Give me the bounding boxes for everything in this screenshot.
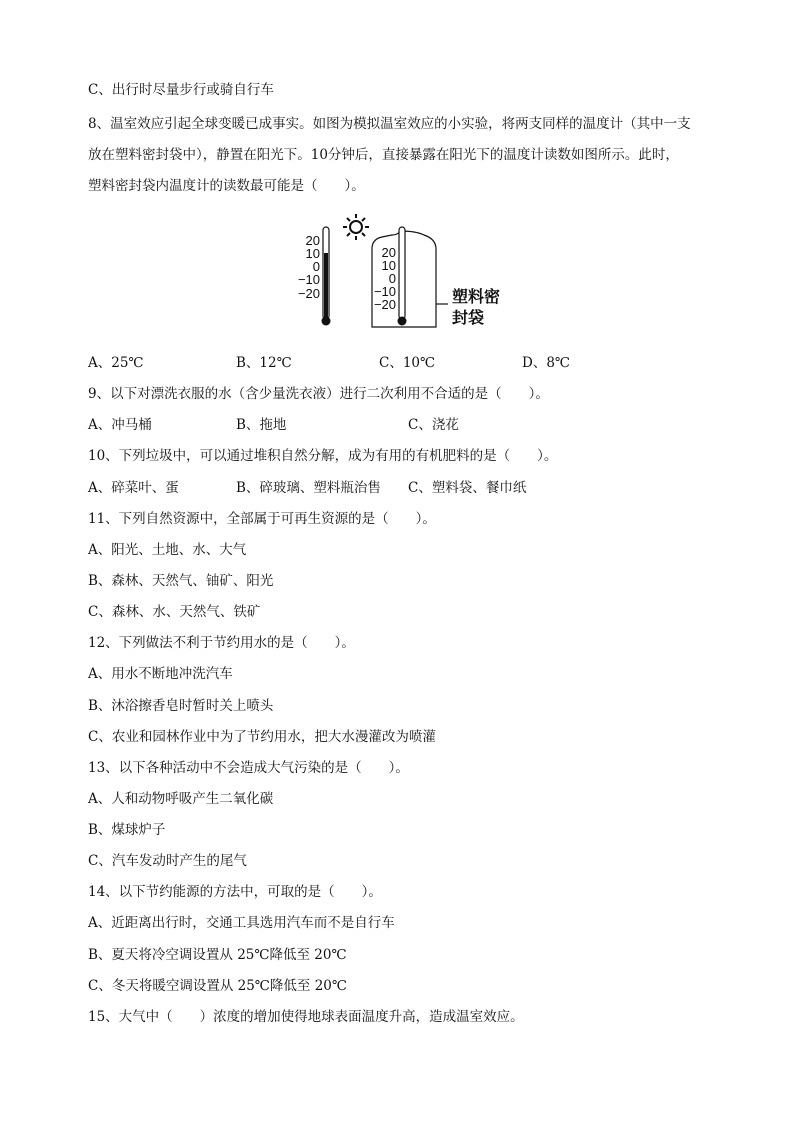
bag-label: 塑料密 bbox=[452, 289, 501, 306]
q9-option-c: C、浇花 bbox=[408, 417, 459, 433]
q11-option-a: A、阳光、土地、水、大气 bbox=[88, 542, 247, 558]
right-scale-label: −20 bbox=[373, 297, 396, 312]
q11-option-b: B、森林、天然气、铀矿、阳光 bbox=[88, 573, 274, 589]
q11-stem: 11、下列自然资源中，全部属于可再生资源的是（ ）。 bbox=[88, 511, 436, 527]
q8-stem-line1: 8、温室效应引起全球变暖已成事实。如图为模拟温室效应的小实验，将两支同样的温度计（其中一支 bbox=[88, 116, 691, 132]
right-scale-label: 10 bbox=[381, 258, 396, 273]
q13-stem: 13、以下各种活动中不会造成大气污染的是（ ）。 bbox=[88, 760, 409, 776]
q12-option-c: C、农业和园林作业中为了节约用水，把大水漫灌改为喷灌 bbox=[88, 729, 436, 745]
q8-stem-line2: 放在塑料密封袋中），静置在阳光下。10分钟后，直接暴露在阳光下的温度计读数如图所示。此时， bbox=[88, 147, 679, 163]
q12-option-b: B、沐浴擦香皂时暂时关上喷头 bbox=[88, 698, 274, 714]
q8-option-d: D、8℃ bbox=[522, 355, 571, 371]
q8-stem-line3: 塑料密封袋内温度计的读数最可能是（ ）。 bbox=[88, 178, 365, 194]
q13-option-c: C、汽车发动时产生的尾气 bbox=[88, 853, 247, 869]
right-scale-label: −10 bbox=[373, 284, 396, 299]
q11-option-c: C、森林、水、天然气、铁矿 bbox=[88, 604, 261, 620]
q13-option-b: B、煤球炉子 bbox=[88, 822, 166, 838]
q14-option-a: A、近距离出行时，交通工具选用汽车而不是自行车 bbox=[88, 915, 395, 931]
right-thermometer bbox=[398, 227, 407, 326]
q9-option-a: A、冲马桶 bbox=[88, 417, 152, 433]
left-scale-label: −20 bbox=[297, 286, 320, 301]
q12-option-a: A、用水不断地冲洗汽车 bbox=[88, 666, 233, 682]
q10-option-c: C、塑料袋、餐巾纸 bbox=[408, 480, 527, 496]
q8-option-b: B、12℃ bbox=[236, 355, 292, 371]
q14-option-c: C、冬天将暖空调设置从 25℃降低至 20℃ bbox=[88, 978, 347, 994]
left-scale-label: −10 bbox=[297, 272, 320, 287]
q15-stem: 15、大气中（ ）浓度的增加使得地球表面温度升高，造成温室效应。 bbox=[88, 1009, 524, 1025]
q8-option-c: C、10℃ bbox=[379, 355, 436, 371]
bag-label: 封袋 bbox=[452, 310, 485, 327]
left-scale-label: 20 bbox=[305, 233, 320, 248]
right-scale-label: 20 bbox=[381, 245, 396, 260]
greenhouse-experiment-figure bbox=[290, 205, 520, 335]
left-thermometer bbox=[322, 227, 331, 326]
left-scale-label: 10 bbox=[305, 246, 320, 261]
q14-option-b: B、夏天将冷空调设置从 25℃降低至 20℃ bbox=[88, 947, 347, 963]
q7-option-c: C、出行时尽量步行或骑自行车 bbox=[88, 82, 274, 98]
right-scale-label: 0 bbox=[388, 271, 396, 286]
q10-option-a: A、碎菜叶、蛋 bbox=[88, 480, 179, 496]
q10-option-b: B、碎玻璃、塑料瓶治售 bbox=[236, 480, 381, 496]
q8-option-a: A、25℃ bbox=[88, 355, 144, 371]
mercury-column bbox=[324, 253, 328, 319]
q9-option-b: B、拖地 bbox=[236, 417, 287, 433]
sun-icon bbox=[343, 214, 369, 240]
left-scale-label: 0 bbox=[312, 259, 320, 274]
q9-stem: 9、以下对漂洗衣服的水（含少量洗衣液）进行二次利用不合适的是（ ）。 bbox=[88, 386, 549, 402]
q13-option-a: A、人和动物呼吸产生二氧化碳 bbox=[88, 791, 274, 807]
q10-stem: 10、下列垃圾中，可以通过堆积自然分解，成为有用的有机肥料的是（ ）。 bbox=[88, 448, 558, 464]
q14-stem: 14、以下节约能源的方法中，可取的是（ ）。 bbox=[88, 884, 382, 900]
q12-stem: 12、下列做法不利于节约用水的是（ ）。 bbox=[88, 635, 355, 651]
